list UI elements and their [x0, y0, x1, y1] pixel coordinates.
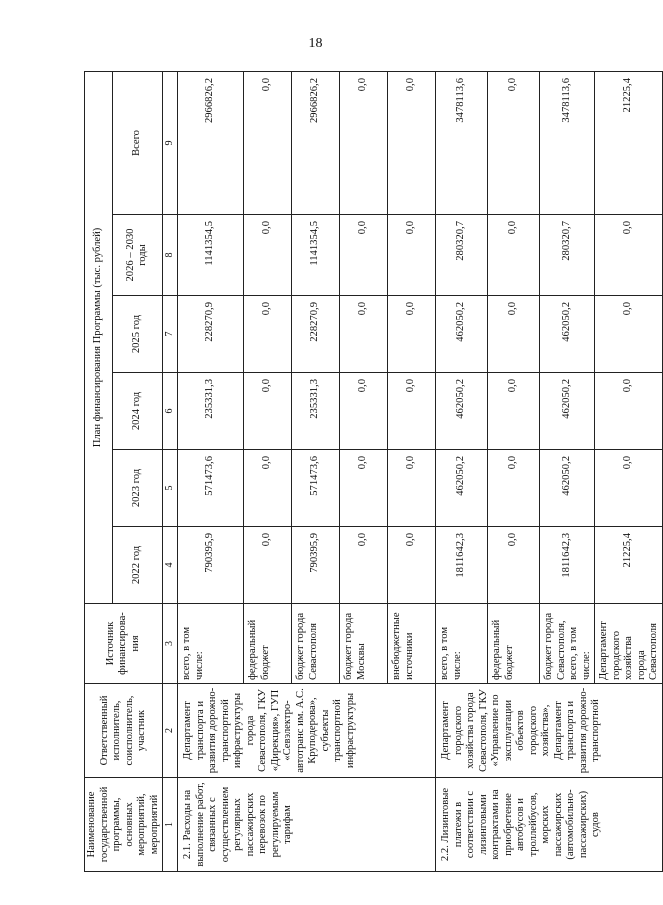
value-cell: 0,0 — [244, 450, 292, 527]
financing-table — [84, 71, 663, 872]
funding-source: бюджет города Москвы — [340, 604, 388, 684]
column-number: 4 — [163, 527, 178, 604]
value-cell: 571473,6 — [292, 450, 340, 527]
value-cell: 21225,4 — [595, 72, 663, 215]
funding-source: Департамент городского хозяйства города Севастополя — [595, 604, 663, 684]
value-cell: 0,0 — [595, 215, 663, 296]
value-cell: 0,0 — [340, 450, 388, 527]
header-year: 2022 год — [112, 527, 162, 604]
activity-name: 2.2. Лизинговые платежи в соответствии с лизинговыми контрактами на приобретение автобусов и троллейбусов, морских пассажирских (автомобильно-пассажирских) судов — [436, 778, 663, 872]
value-cell: 462050,2 — [436, 373, 488, 450]
funding-source: федеральный бюджет — [488, 604, 540, 684]
value-cell: 0,0 — [595, 296, 663, 373]
value-cell: 0,0 — [388, 296, 436, 373]
value-cell: 0,0 — [388, 72, 436, 215]
funding-source: всего, в том числе: — [436, 604, 488, 684]
executor: Департамент городского хозяйства города Севастополя, ГКУ «Управление по эксплуатации объектов городского хозяйства», Департамент транспорта и развития дорожно-транспортной — [436, 684, 663, 778]
column-number: 6 — [163, 373, 178, 450]
value-cell: 0,0 — [595, 373, 663, 450]
table-row — [436, 72, 488, 872]
value-cell: 0,0 — [244, 373, 292, 450]
value-cell: 0,0 — [340, 527, 388, 604]
column-number: 5 — [163, 450, 178, 527]
executor: Департамент транспорта и развития дорожно-транспортной инфраструктуры города Севастополя, ГКУ «Дирекция», ГУП «Севэлектро-автотранс им. А.С. Круподерова», субъекты транспортной инфраструктуры — [178, 684, 436, 778]
header-year: 2025 год — [112, 296, 162, 373]
value-cell: 2966826,2 — [292, 72, 340, 215]
column-numbers-row — [163, 72, 178, 872]
header-total: Всего — [112, 72, 162, 215]
value-cell: 0,0 — [388, 450, 436, 527]
value-cell: 0,0 — [244, 527, 292, 604]
header-year: 2023 год — [112, 450, 162, 527]
header-financing-plan: План финансирования Программы (тыс. рублей) — [85, 72, 113, 604]
value-cell: 0,0 — [244, 72, 292, 215]
column-number: 8 — [163, 215, 178, 296]
value-cell: 235331,3 — [292, 373, 340, 450]
value-cell: 280320,7 — [540, 215, 595, 296]
value-cell: 0,0 — [340, 215, 388, 296]
value-cell: 228270,9 — [292, 296, 340, 373]
value-cell: 0,0 — [488, 72, 540, 215]
header-year: 2026 – 2030 годы — [112, 215, 162, 296]
value-cell: 790395,9 — [178, 527, 244, 604]
funding-source: федеральный бюджет — [244, 604, 292, 684]
column-number: 9 — [163, 72, 178, 215]
funding-source: бюджет города Севастополя, всего, в том числе: — [540, 604, 595, 684]
column-number: 7 — [163, 296, 178, 373]
value-cell: 0,0 — [595, 450, 663, 527]
value-cell: 280320,7 — [436, 215, 488, 296]
funding-source: всего, в том числе: — [178, 604, 244, 684]
value-cell: 571473,6 — [178, 450, 244, 527]
value-cell: 1811642,3 — [540, 527, 595, 604]
header-col2: Ответственный исполнитель, соисполнитель, участник — [85, 684, 163, 778]
value-cell: 462050,2 — [540, 373, 595, 450]
value-cell: 21225,4 — [595, 527, 663, 604]
header-year: 2024 год — [112, 373, 162, 450]
value-cell: 0,0 — [340, 373, 388, 450]
value-cell: 0,0 — [388, 373, 436, 450]
value-cell: 0,0 — [488, 373, 540, 450]
header-col3: Источник финансирова-ния — [85, 604, 163, 684]
funding-source: внебюджетные источники — [388, 604, 436, 684]
value-cell: 0,0 — [388, 215, 436, 296]
value-cell: 0,0 — [488, 450, 540, 527]
value-cell: 462050,2 — [436, 450, 488, 527]
value-cell: 0,0 — [488, 527, 540, 604]
activity-name: 2.1. Расходы на выполнение работ, связанных с осуществлением регулярных пассажирских перевозок по регулируемым тарифам — [178, 778, 436, 872]
value-cell: 2966826,2 — [178, 72, 244, 215]
value-cell: 228270,9 — [178, 296, 244, 373]
value-cell: 0,0 — [340, 72, 388, 215]
value-cell: 462050,2 — [436, 296, 488, 373]
value-cell: 3478113,6 — [540, 72, 595, 215]
value-cell: 235331,3 — [178, 373, 244, 450]
value-cell: 0,0 — [488, 215, 540, 296]
page-number: 18 — [308, 36, 323, 51]
value-cell: 1141354,5 — [292, 215, 340, 296]
value-cell: 790395,9 — [292, 527, 340, 604]
funding-source: бюджет города Севастополя — [292, 604, 340, 684]
value-cell: 1141354,5 — [178, 215, 244, 296]
value-cell: 1811642,3 — [436, 527, 488, 604]
value-cell: 462050,2 — [540, 296, 595, 373]
value-cell: 0,0 — [244, 215, 292, 296]
column-number: 3 — [163, 604, 178, 684]
value-cell: 0,0 — [388, 527, 436, 604]
table-row — [178, 72, 244, 872]
column-number: 1 — [163, 778, 178, 872]
value-cell: 0,0 — [340, 296, 388, 373]
column-number: 2 — [163, 684, 178, 778]
value-cell: 462050,2 — [540, 450, 595, 527]
value-cell: 3478113,6 — [436, 72, 488, 215]
rotated-table-container — [84, 72, 659, 872]
header-col1: Наименование государственной программы, основных мероприятий, мероприятий — [85, 778, 163, 872]
header-row-1 — [85, 72, 113, 872]
value-cell: 0,0 — [488, 296, 540, 373]
value-cell: 0,0 — [244, 296, 292, 373]
